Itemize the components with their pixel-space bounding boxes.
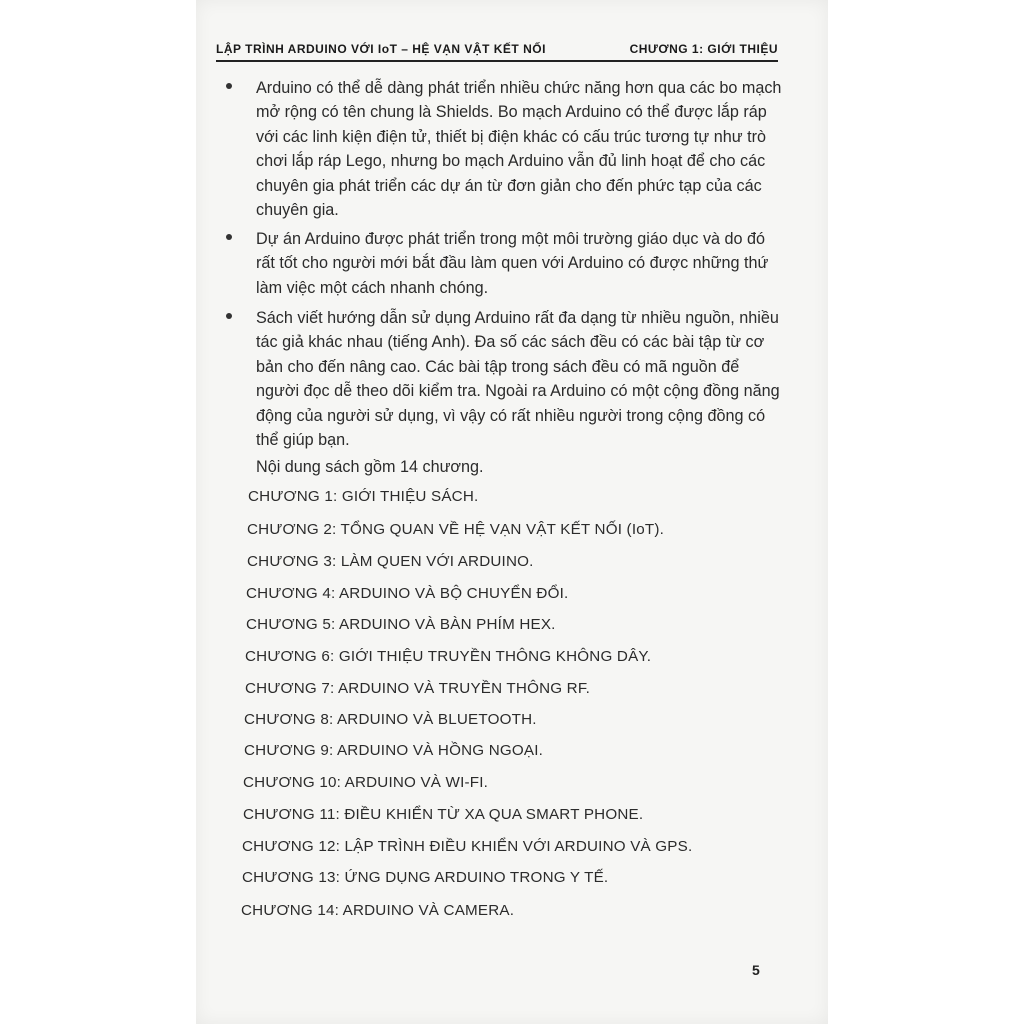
chapter-item: CHƯƠNG 10: ARDUINO VÀ WI-FI. — [243, 774, 489, 791]
chapter-item: CHƯƠNG 13: ỨNG DỤNG ARDUINO TRONG Y TẾ. — [242, 869, 609, 886]
chapter-item: CHƯƠNG 6: GIỚI THIỆU TRUYỀN THÔNG KHÔNG DÂY. — [245, 648, 652, 665]
chapter-item: CHƯƠNG 11: ĐIỀU KHIỂN TỪ XA QUA SMART PHONE. — [243, 806, 644, 823]
chapter-title: CHƯƠNG 1: GIỚI THIỆU — [629, 42, 778, 56]
bullet-icon — [226, 234, 232, 240]
chapter-item: CHƯƠNG 14: ARDUINO VÀ CAMERA. — [241, 902, 515, 919]
book-title: LẬP TRÌNH ARDUINO VỚI IoT – HỆ VẠN VẬT KẾT NỐI — [216, 42, 546, 56]
bullet-icon — [226, 313, 232, 319]
bullet-icon — [226, 83, 232, 89]
page-number: 5 — [752, 962, 760, 978]
chapter-intro: Nội dung sách gồm 14 chương. — [256, 458, 484, 476]
chapter-item: CHƯƠNG 8: ARDUINO VÀ BLUETOOTH. — [244, 711, 537, 728]
running-header — [216, 38, 778, 62]
chapter-item: CHƯƠNG 2: TỔNG QUAN VỀ HỆ VẠN VẬT KẾT NỐI (IoT). — [247, 521, 665, 538]
chapter-item: CHƯƠNG 12: LẬP TRÌNH ĐIỀU KHIỂN VỚI ARDUINO VÀ GPS. — [242, 838, 693, 855]
chapter-item: CHƯƠNG 9: ARDUINO VÀ HỒNG NGOẠI. — [244, 742, 544, 759]
list-item — [226, 76, 786, 222]
paragraph: Sách viết hướng dẫn sử dụng Arduino rất đa dạng từ nhiều nguồn, nhiều tác giả khác nhau (tiếng Anh). Đa số các sách đều có các bài tập từ cơ bản cho đến nâng cao. Các bài tập trong sách đều có mã nguồn để người đọc dễ theo dõi kiểm tra. Ngoài ra Arduino có một cộng đồng năng động của người sử dụng, vì vậy có rất nhiều người trong cộng đồng có thể giúp bạn. — [256, 309, 780, 450]
chapter-item: CHƯƠNG 1: GIỚI THIỆU SÁCH. — [248, 488, 479, 505]
chapter-item: CHƯƠNG 4: ARDUINO VÀ BỘ CHUYỂN ĐỔI. — [246, 585, 569, 602]
chapter-item: CHƯƠNG 5: ARDUINO VÀ BÀN PHÍM HEX. — [246, 616, 556, 633]
list-item — [226, 306, 786, 452]
chapter-item: CHƯƠNG 7: ARDUINO VÀ TRUYỀN THÔNG RF. — [245, 680, 591, 697]
chapter-item: CHƯƠNG 3: LÀM QUEN VỚI ARDUINO. — [247, 553, 534, 570]
paragraph: Arduino có thể dễ dàng phát triển nhiều chức năng hơn qua các bo mạch mở rộng có tên chung là Shields. Bo mạch Arduino có thể được lắp ráp với các linh kiện điện tử, thiết bị điện khác có cấu trúc tương tự như trò chơi lắp ráp Lego, nhưng bo mạch Arduino vẫn đủ linh hoạt để cho các chuyên gia phát triển các dự án từ đơn giản cho đến phức tạp của các chuyên gia. — [256, 79, 782, 220]
list-item — [226, 227, 786, 300]
paragraph: Dự án Arduino được phát triển trong một môi trường giáo dục và do đó rất tốt cho người mới bắt đầu làm quen với Arduino có được những thứ làm việc một cách nhanh chóng. — [256, 230, 769, 297]
